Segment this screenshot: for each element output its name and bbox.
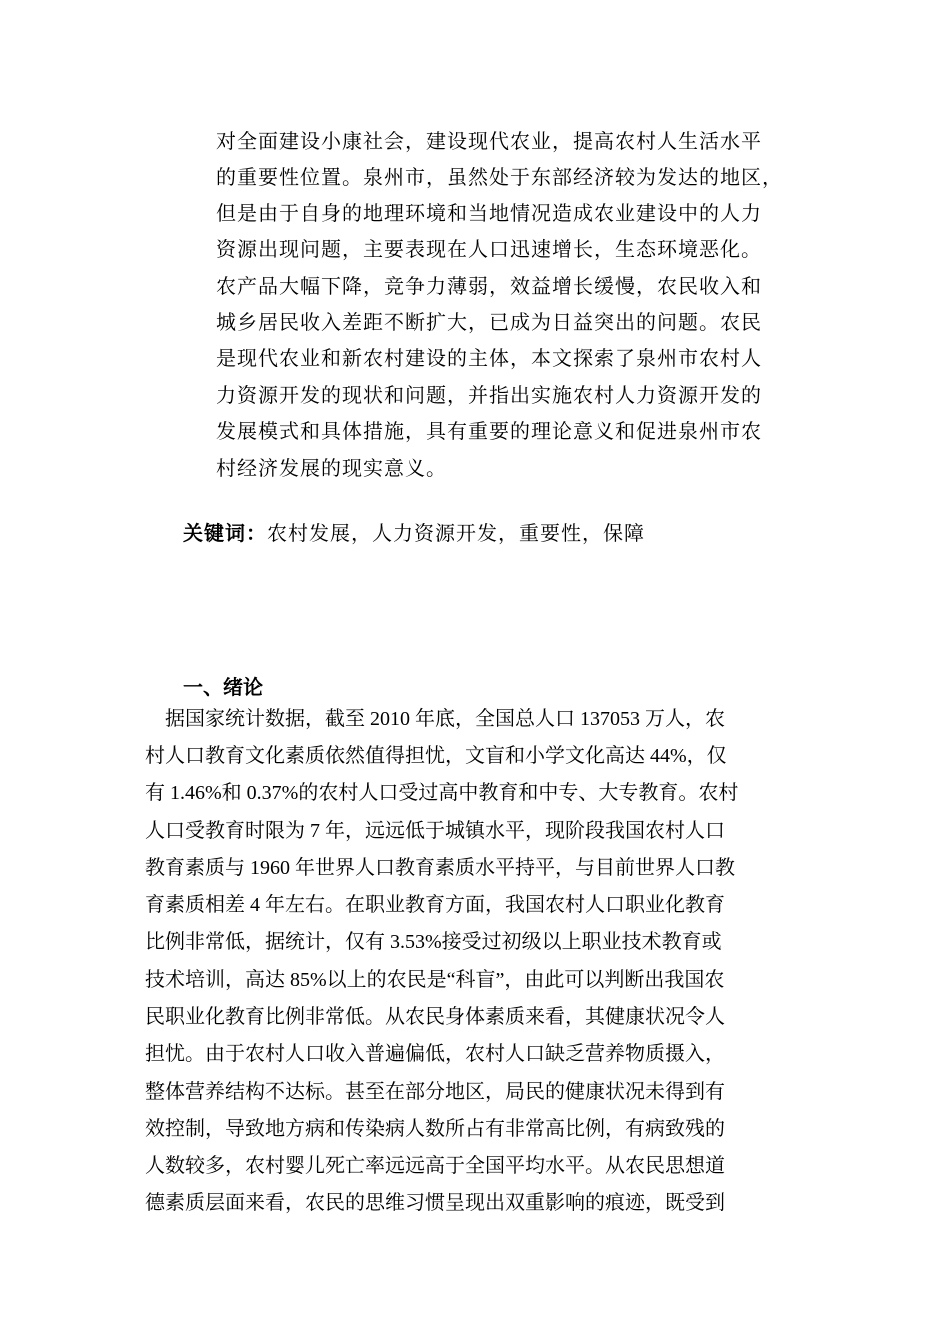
body-line: 德素质层面来看，农民的思维习惯呈现出双重影响的痕迹，既受到 [145, 1192, 725, 1214]
body-line: 整体营养结构不达标。甚至在部分地区，局民的健康状况未得到有 [145, 1081, 725, 1103]
section-heading: 一、绪论 [183, 675, 263, 699]
body-line: 担忧。由于农村人口收入普遍偏低，农村人口缺乏营养物质摄入， [145, 1043, 725, 1065]
keywords-line [183, 520, 645, 546]
abstract-line: 对全面建设小康社会，建设现代农业，提高农村人生活水平 [216, 129, 762, 153]
body-line: 效控制，导致地方病和传染病人数所占有非常高比例，有病致残的 [145, 1118, 725, 1140]
abstract-line: 城乡居民收入差距不断扩大，已成为日益突出的问题。农民 [216, 310, 762, 334]
body-line: 据国家统计数据，截至 2010 年底，全国总人口 137053 万人，农 [145, 708, 725, 730]
body-line: 村人口教育文化素质依然值得担忧，文盲和小学文化高达 44%，仅 [145, 745, 727, 767]
body-line: 人数较多，农村婴儿死亡率远远高于全国平均水平。从农民思想道 [145, 1155, 725, 1177]
body-line: 比例非常低，据统计，仅有 3.53%接受过初级以上职业技术教育或 [145, 931, 722, 953]
keywords-label: 关键词： [183, 521, 267, 545]
keywords-text: 农村发展，人力资源开发，重要性，保障 [267, 521, 645, 545]
body-line: 教育素质与 1960 年世界人口教育素质水平持平，与目前世界人口教 [145, 857, 735, 879]
body-line: 有 1.46%和 0.37%的农村人口受过高中教育和中专、大专教育。农村 [145, 782, 739, 804]
abstract-line: 农产品大幅下降，竞争力薄弱，效益增长缓慢，农民收入和 [216, 274, 762, 298]
abstract-line: 是现代农业和新农村建设的主体，本文探索了泉州市农村人 [216, 346, 762, 370]
abstract-line: 资源出现问题，主要表现在人口迅速增长，生态环境恶化。 [216, 237, 762, 261]
abstract-line: 但是由于自身的地理环境和当地情况造成农业建设中的人力 [216, 201, 762, 225]
body-line: 民职业化教育比例非常低。从农民身体素质来看，其健康状况令人 [145, 1006, 725, 1028]
abstract-line: 力资源开发的现状和问题，并指出实施农村人力资源开发的 [216, 383, 762, 407]
body-line: 人口受教育时限为 7 年，远远低于城镇水平，现阶段我国农村人口 [145, 820, 725, 842]
abstract-line: 村经济发展的现实意义。 [216, 456, 447, 480]
abstract-line: 发展模式和具体措施，具有重要的理论意义和促进泉州市农 [216, 419, 762, 443]
body-line: 育素质相差 4 年左右。在职业教育方面，我国农村人口职业化教育 [145, 894, 725, 916]
body-line: 技术培训，高达 85%以上的农民是“科盲”，由此可以判断出我国农 [145, 969, 725, 991]
abstract-line: 的重要性位置。泉州市，虽然处于东部经济较为发达的地区， [216, 165, 783, 189]
